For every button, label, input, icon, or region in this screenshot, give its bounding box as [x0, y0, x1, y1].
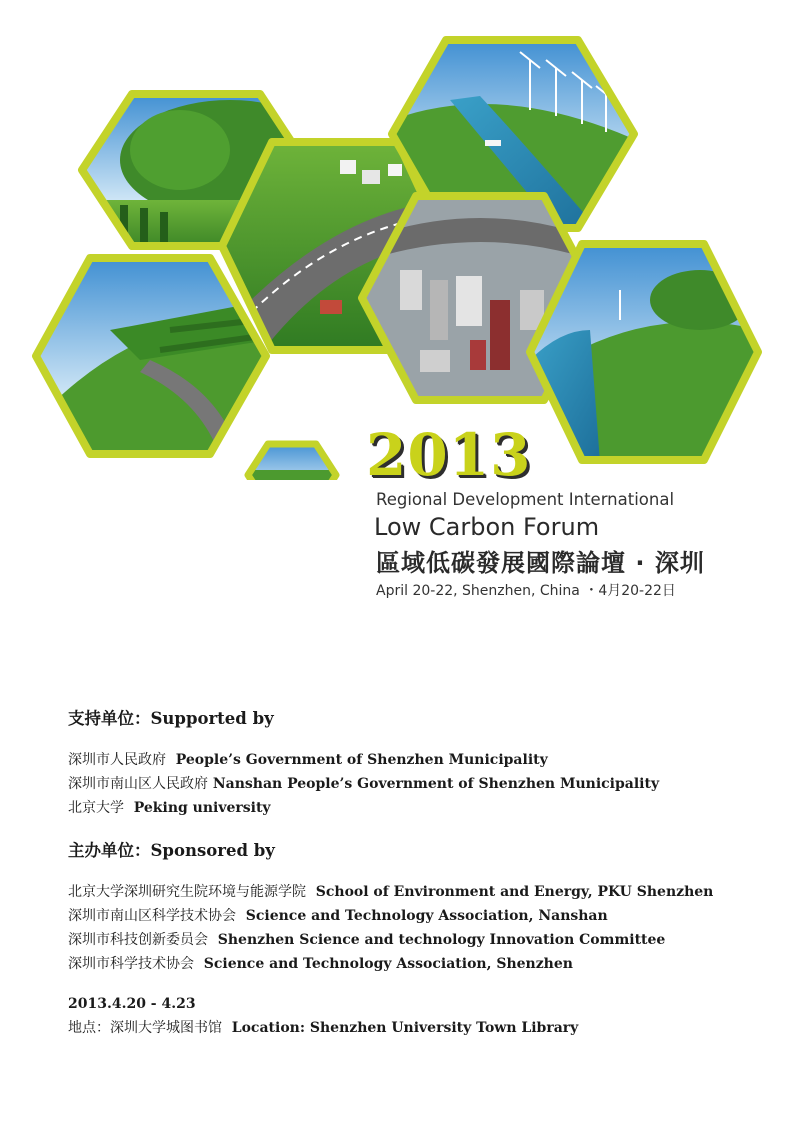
supporter-name-en: People’s Government of Shenzhen Municipality	[175, 752, 548, 768]
hex-small	[246, 442, 338, 480]
sponsor-item	[68, 904, 768, 928]
supporter-name-en: Peking university	[133, 800, 271, 816]
sponsor-item	[68, 952, 768, 976]
sponsor-item	[68, 928, 768, 952]
supporter-item	[68, 796, 768, 820]
supporter-name-cn: 深圳市南山区人民政府	[68, 776, 208, 792]
sponsor-item	[68, 880, 768, 904]
event-date: 2013.4.20 - 4.23	[68, 996, 196, 1012]
supporter-name-cn: 深圳市人民政府	[68, 752, 166, 768]
sponsor-name-en: Science and Technology Association, Shenzhen	[203, 956, 573, 972]
supported-heading	[68, 704, 768, 734]
supporter-item	[68, 772, 768, 796]
forum-title-chinese: 區域低碳發展國際論壇 · 深圳	[376, 549, 705, 577]
supporter-item	[68, 748, 768, 772]
sponsor-name-cn: 深圳市科技创新委员会	[68, 932, 208, 948]
location-en: Location: Shenzhen University Town Library	[231, 1020, 579, 1036]
sponsor-name-en: Shenzhen Science and technology Innovation Committee	[217, 932, 666, 948]
sponsored-heading-cn: 主办单位：	[68, 841, 151, 860]
supporter-name-en: Nanshan People’s Government of Shenzhen Municipality	[212, 776, 660, 792]
sponsor-name-en: School of Environment and Energy, PKU Shenzhen	[315, 884, 714, 900]
sponsor-name-cn: 深圳市南山区科学技术协会	[68, 908, 236, 924]
sponsored-heading-en: Sponsored by	[150, 841, 275, 860]
sponsor-name-en: Science and Technology Association, Nanshan	[245, 908, 608, 924]
supported-heading-cn: 支持单位：	[68, 709, 151, 728]
supported-heading-en: Supported by	[150, 709, 274, 728]
event-location	[68, 1016, 768, 1040]
info-section	[68, 704, 768, 1040]
hex-farmland	[30, 256, 270, 460]
hex-coast	[528, 242, 760, 462]
forum-title: Low Carbon Forum	[374, 513, 600, 541]
supporter-name-cn: 北京大学	[68, 800, 124, 816]
sponsor-name-cn: 深圳市科学技术协会	[68, 956, 194, 972]
hexagon-collage	[0, 0, 800, 480]
location-cn: 地点：深圳大学城图书馆	[68, 1020, 222, 1036]
sponsor-name-cn: 北京大学深圳研究生院环境与能源学院	[68, 884, 306, 900]
forum-dates: April 20-22, Shenzhen, China ・4月20-22日	[376, 583, 676, 599]
sponsored-heading	[68, 836, 768, 866]
forum-year: 2013	[366, 421, 532, 489]
forum-subtitle: Regional Development International	[376, 490, 675, 509]
